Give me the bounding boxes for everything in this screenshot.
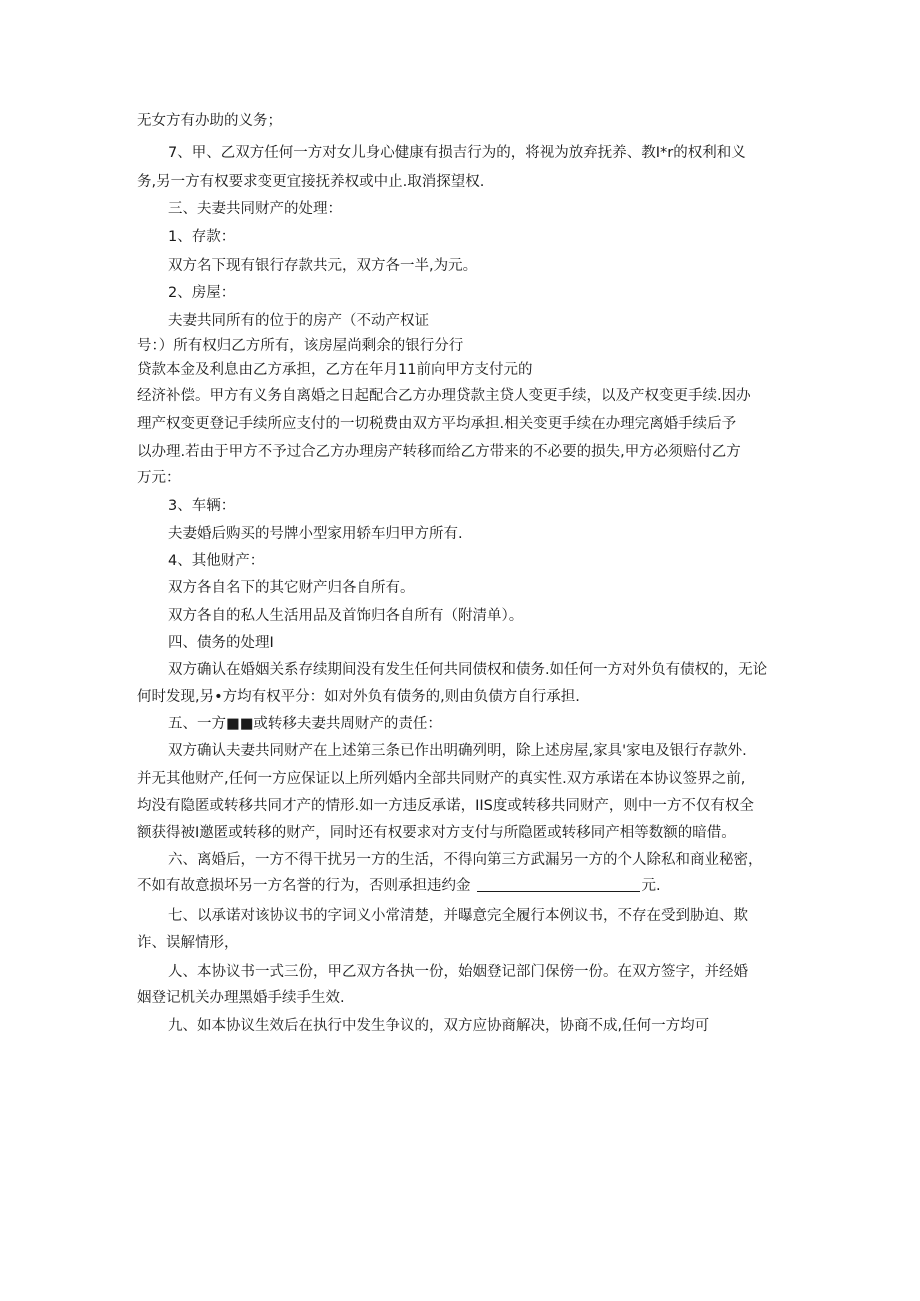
text-line: 万元： xyxy=(137,470,181,486)
text-line: 双方确认夫妻共同财产在上述第三条已作出明确列明，除上述房屋,家具'家电及银行存款外. xyxy=(168,743,747,759)
text-line: 号：）所有权归乙方所有，该房屋尚剩余的银行分行 xyxy=(137,338,464,354)
text-line: 双方确认在婚姻关系存续期间没有发生任何共同债权和债务.如任何一方对外负有债权的，无论 xyxy=(168,662,768,678)
text-line: 双方各自名下的其它财产归各自所有。 xyxy=(168,580,415,596)
text-line xyxy=(137,873,661,899)
text-line: 贷款本金及利息由乙方承担，乙方在年月11前向甲方支付元的 xyxy=(137,362,533,378)
subsection-heading: 3、车辆： xyxy=(168,498,236,514)
text-line: 九、如本协议生效后在执行中发生争议的，双方应协商解决，协商不成,任何一方均可 xyxy=(168,1018,710,1034)
subsection-heading: 1、存款： xyxy=(168,229,236,245)
text-line: 7、甲、乙双方任何一方对女儿身心健康有损吉行为的，将视为放弃抚养、教I*r的权利和义 xyxy=(168,145,746,161)
text-line: 额获得被I邀匿或转移的财产，同时还有权要求对方支付与所隐匿或转移同产相等数额的暗借。 xyxy=(137,825,736,841)
text-line: 诈、误解情形， xyxy=(137,935,239,951)
text-line: 经济补偿。甲方有义务自离婚之日起配合乙方办理贷款主贷人变更手续，以及产权变更手续.因办 xyxy=(137,388,751,404)
section-heading: 五、一方■■或转移夫妻共周财产的责任： xyxy=(168,716,442,732)
text-line: 六、离婚后，一方不得干扰另一方的生活，不得向第三方武漏另一方的个人除私和商业秘密， xyxy=(168,852,763,868)
text-line: 理产权变更登记手续所应支付的一切税费由双方平均承担.相关变更手续在办理完离婚手续后予 xyxy=(137,416,737,432)
text-line: 七、以承诺对该协议书的字词义小常清楚，并曝意完全履行本例议书，不存在受到胁迫、欺 xyxy=(168,908,748,924)
text-line: 并无其他财产,任何一方应保证以上所列婚内全部共同财产的真实性.双方承诺在本协议签界之前, xyxy=(137,771,746,787)
text-line: 以办理.若由于甲方不予过合乙方办理房产转移而给乙方带来的不必要的损失,甲方必须赔付乙方 xyxy=(137,444,741,460)
text-line: 务,另一方有权要求变更宜接抚养权或中止.取消探望权. xyxy=(137,174,485,190)
section-heading: 四、债务的处理I xyxy=(168,635,274,651)
section-heading: 三、夫妻共同财产的处理： xyxy=(168,201,342,217)
text-line: 何时发现,另•方均有权平分：如对外负有债务的,则由负债方自行承担. xyxy=(137,689,580,705)
subsection-heading: 4、其他财产： xyxy=(168,553,265,569)
text-line: 双方各自的私人生活用品及首饰归各自所有（附清单）。 xyxy=(168,608,524,624)
text-segment: 元. xyxy=(641,878,661,894)
blank-fill-line xyxy=(477,875,640,892)
subsection-heading: 2、房屋： xyxy=(168,285,236,301)
text-line: 无女方有办助的义务； xyxy=(137,113,282,129)
text-line: 夫妻共同所有的位于的房产（不动产权证 xyxy=(168,313,429,329)
text-segment: 不如有故意损坏另一方名誉的行为，否则承担违约金 xyxy=(137,878,471,894)
text-line: 双方名下现有银行存款共元，双方各一半,为元。 xyxy=(168,258,478,274)
text-line: 人、本协议书一式三份，甲乙双方各执一份，始姻登记部门保傍一份。在双方签字，并经婚 xyxy=(168,964,748,980)
text-line: 姻登记机关办理黑婚手续手生效. xyxy=(137,990,345,1006)
text-line: 均没有隐匿或转移共同才产的情形.如一方违反承诺，IIS度或转移共同财产，则中一方不仅有权全 xyxy=(137,798,754,814)
text-line: 夫妻婚后购买的号牌小型家用轿车归甲方所有. xyxy=(168,526,463,542)
